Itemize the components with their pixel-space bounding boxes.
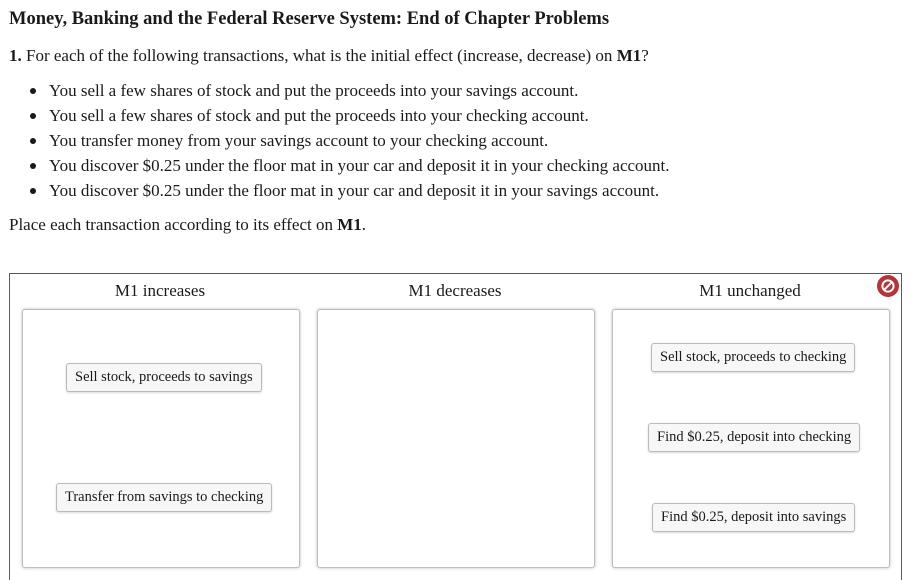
draggable-chip[interactable]: Sell stock, proceeds to checking [651, 343, 855, 372]
question-prompt [9, 46, 649, 66]
drop-zone-m1-increases[interactable] [22, 309, 300, 568]
transaction-item: You transfer money from your savings account to your checking account. [30, 130, 670, 155]
instruction-end: . [361, 215, 367, 234]
transaction-item: You discover $0.25 under the floor mat in your car and deposit it in your checking account. [30, 155, 670, 180]
question-number: 1. [9, 46, 22, 65]
question-end: ? [641, 46, 649, 65]
draggable-chip[interactable]: Sell stock, proceeds to savings [66, 363, 262, 392]
transaction-item: You sell a few shares of stock and put the proceeds into your savings account. [30, 80, 670, 105]
column-header-m1-increases: M1 increases [114, 281, 206, 300]
page-title: Money, Banking and the Federal Reserve System: End of Chapter Problems [9, 9, 610, 29]
instruction-term: M1 [337, 215, 362, 234]
question-term: M1 [616, 46, 642, 65]
question-text: For each of the following transactions, what is the initial effect (increase, decrease) on [26, 46, 613, 65]
transaction-item: You sell a few shares of stock and put the proceeds into your checking account. [30, 105, 670, 130]
instruction [9, 215, 366, 235]
column-header-m1-unchanged: M1 unchanged [699, 281, 801, 300]
draggable-chip[interactable]: Find $0.25, deposit into savings [652, 503, 855, 532]
draggable-chip[interactable]: Find $0.25, deposit into checking [648, 423, 860, 452]
column-header-m1-decreases: M1 decreases [408, 281, 502, 300]
transaction-list [30, 80, 670, 205]
draggable-chip[interactable]: Transfer from savings to checking [56, 483, 272, 512]
transaction-item: You discover $0.25 under the floor mat in your car and deposit it in your savings account. [30, 180, 670, 205]
instruction-text: Place each transaction according to its effect on [9, 215, 333, 234]
drop-zone-m1-decreases[interactable] [317, 309, 595, 568]
